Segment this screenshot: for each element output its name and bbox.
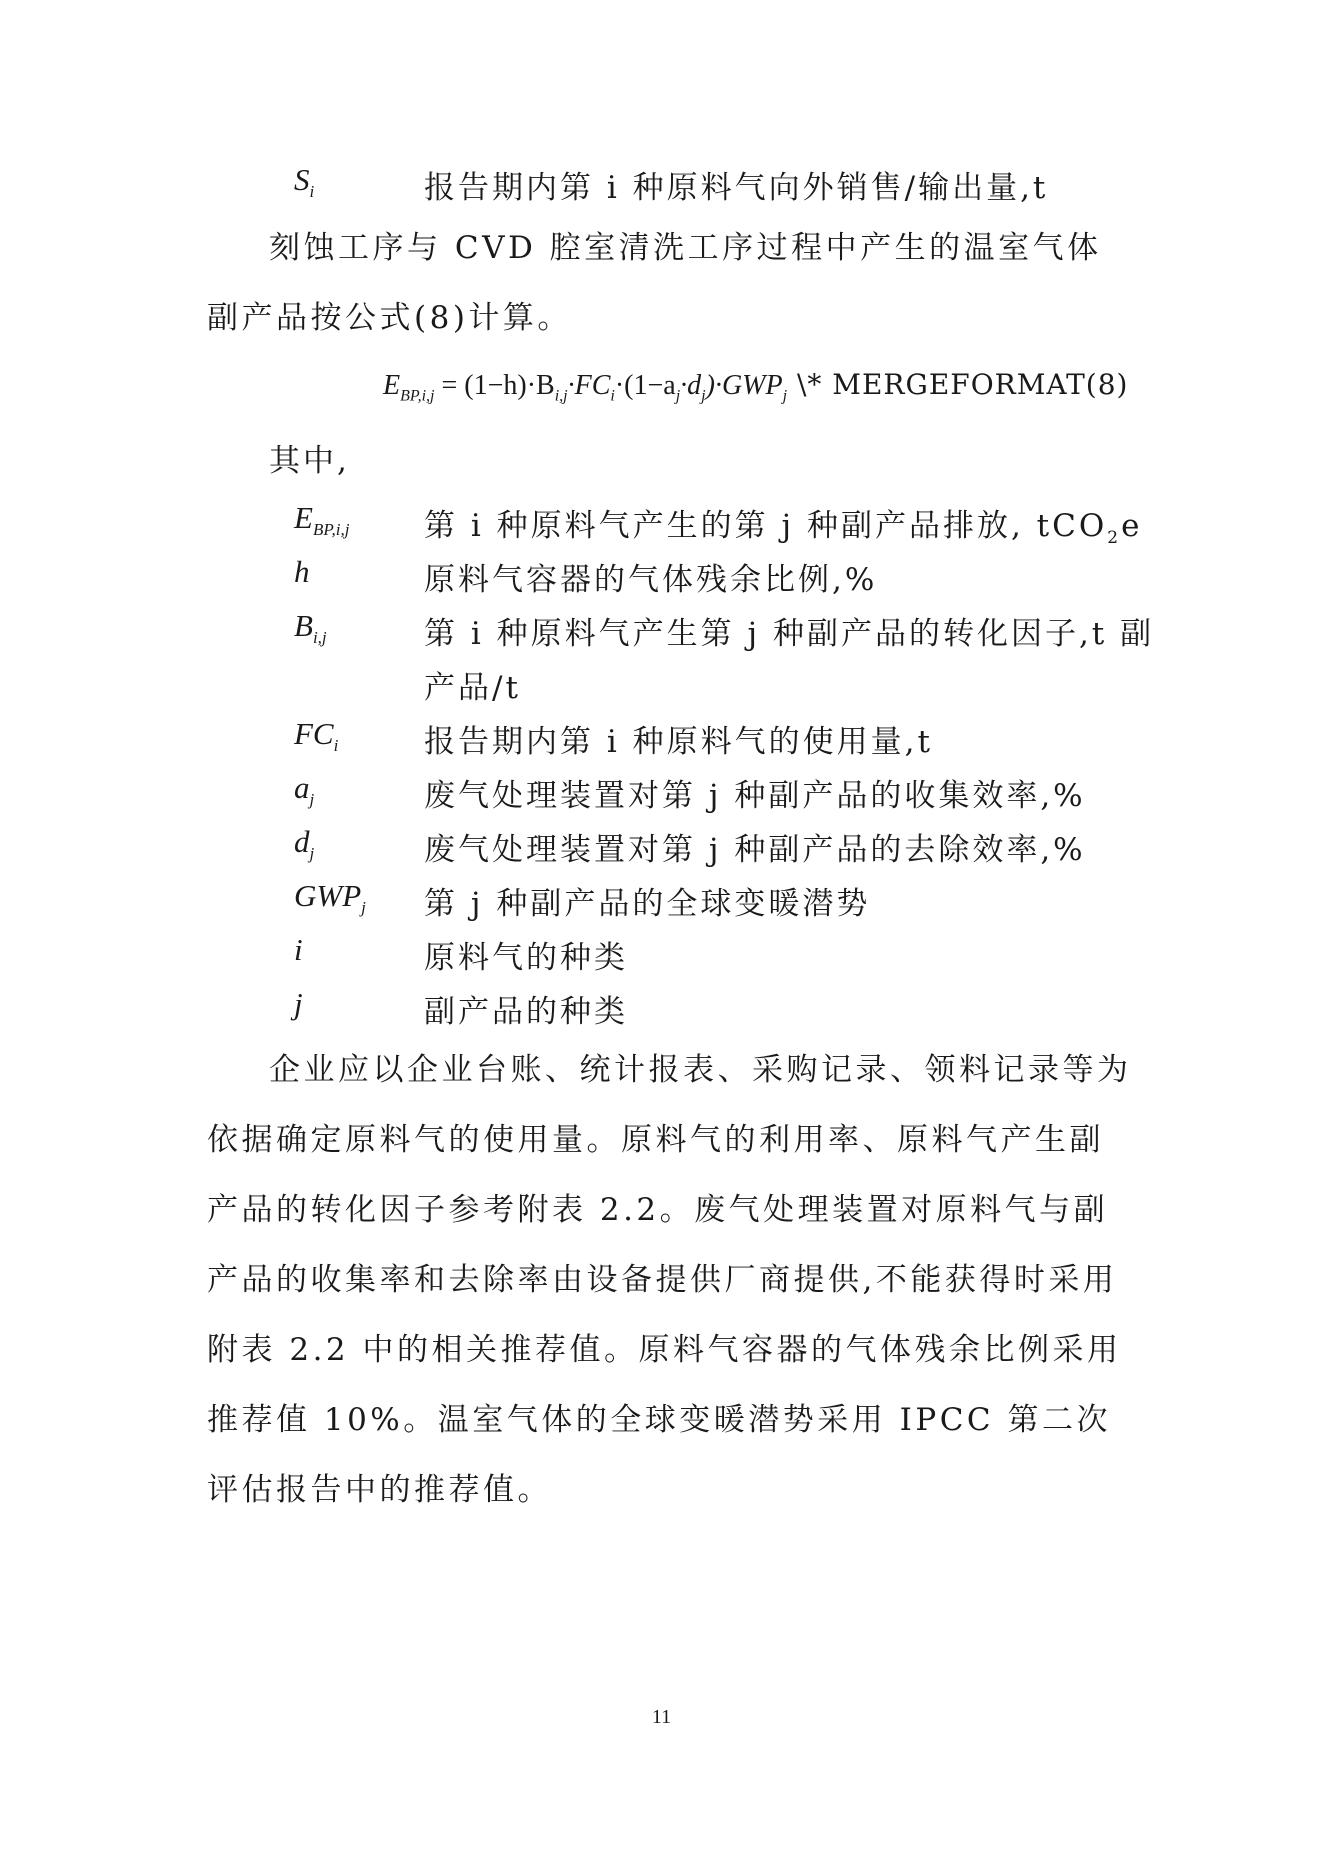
paragraph-intro-formula: 刻蚀工序与 CVD 腔室清洗工序过程中产生的温室气体副产品按公式(8)计算。 [207, 230, 1102, 336]
definition-j [294, 986, 1194, 1030]
definition-text: 原料气容器的气体残余比例,% [424, 562, 878, 598]
symbol: $GWP_j$ [294, 878, 366, 918]
symbol: $S_i$ [294, 162, 315, 202]
definition-text: 第 i 种原料气产生第 j 种副产品的转化因子,t 副 [424, 616, 1155, 652]
definition-text: 废气处理装置对第 j 种副产品的去除效率,% [424, 832, 1086, 868]
definitions-intro: 其中, [269, 443, 350, 479]
page-number: 11 [651, 1706, 672, 1728]
symbol: $d_j$ [294, 824, 315, 864]
symbol: $B_{i,j}$ [294, 608, 327, 648]
definition-gwp [294, 878, 1194, 922]
definition-b [294, 608, 1194, 652]
symbol: $a_j$ [294, 770, 315, 810]
symbol: $E_{BP,i,j}$ [294, 500, 350, 540]
formula-8: $E_{BP,i,j} = (1-h)\cdot B_{i,j}\cdot FC_i\cdot(1-a_j\cdot d_j)\cdot GWP_j$ \* MERGEFORMAT(8) [383, 368, 1129, 405]
definition-text: 报告期内第 i 种原料气向外销售/输出量,t [424, 170, 1049, 206]
symbol: j [294, 986, 303, 1021]
definition-text: 第 j 种副产品的全球变暖潜势 [424, 886, 871, 922]
definition-text: 副产品的种类 [424, 994, 628, 1030]
paragraph-data-sources: 企业应以企业台账、统计报表、采购记录、领料记录等为依据确定原料气的使用量。原料气的利用率、原料气产生副产品的转化因子参考附表 2.2。废气处理装置对原料气与副产品的收集率和去除率由设备提供厂商提供,不能获得时采用附表 2.2 中的相关推荐值。原料气容器的气体残余比例采用推荐值 10%。温室气体的全球变暖潜势采用 IPCC 第二次评估报告中的推荐值。 [207, 1052, 1132, 1508]
definition-e-bp [294, 500, 1194, 549]
symbol: i [294, 932, 303, 967]
definition-text: 原料气的种类 [424, 940, 628, 976]
definition-text: 第 i 种原料气产生的第 j 种副产品排放, tCO$_2$e [424, 508, 1143, 549]
symbol: $FC_i$ [294, 716, 339, 756]
definition-h [294, 554, 1194, 598]
definition-a [294, 770, 1194, 814]
definition-b-continued [294, 662, 1194, 706]
definition-text: 报告期内第 i 种原料气的使用量,t [424, 724, 933, 760]
definition-text: 废气处理装置对第 j 种副产品的收集效率,% [424, 778, 1086, 814]
definition-fc [294, 716, 1194, 760]
definition-i [294, 932, 1194, 976]
definition-text-line2: 产品/t [424, 670, 521, 706]
symbol: h [294, 554, 310, 589]
definition-s-i [294, 162, 1194, 206]
definition-d [294, 824, 1194, 868]
